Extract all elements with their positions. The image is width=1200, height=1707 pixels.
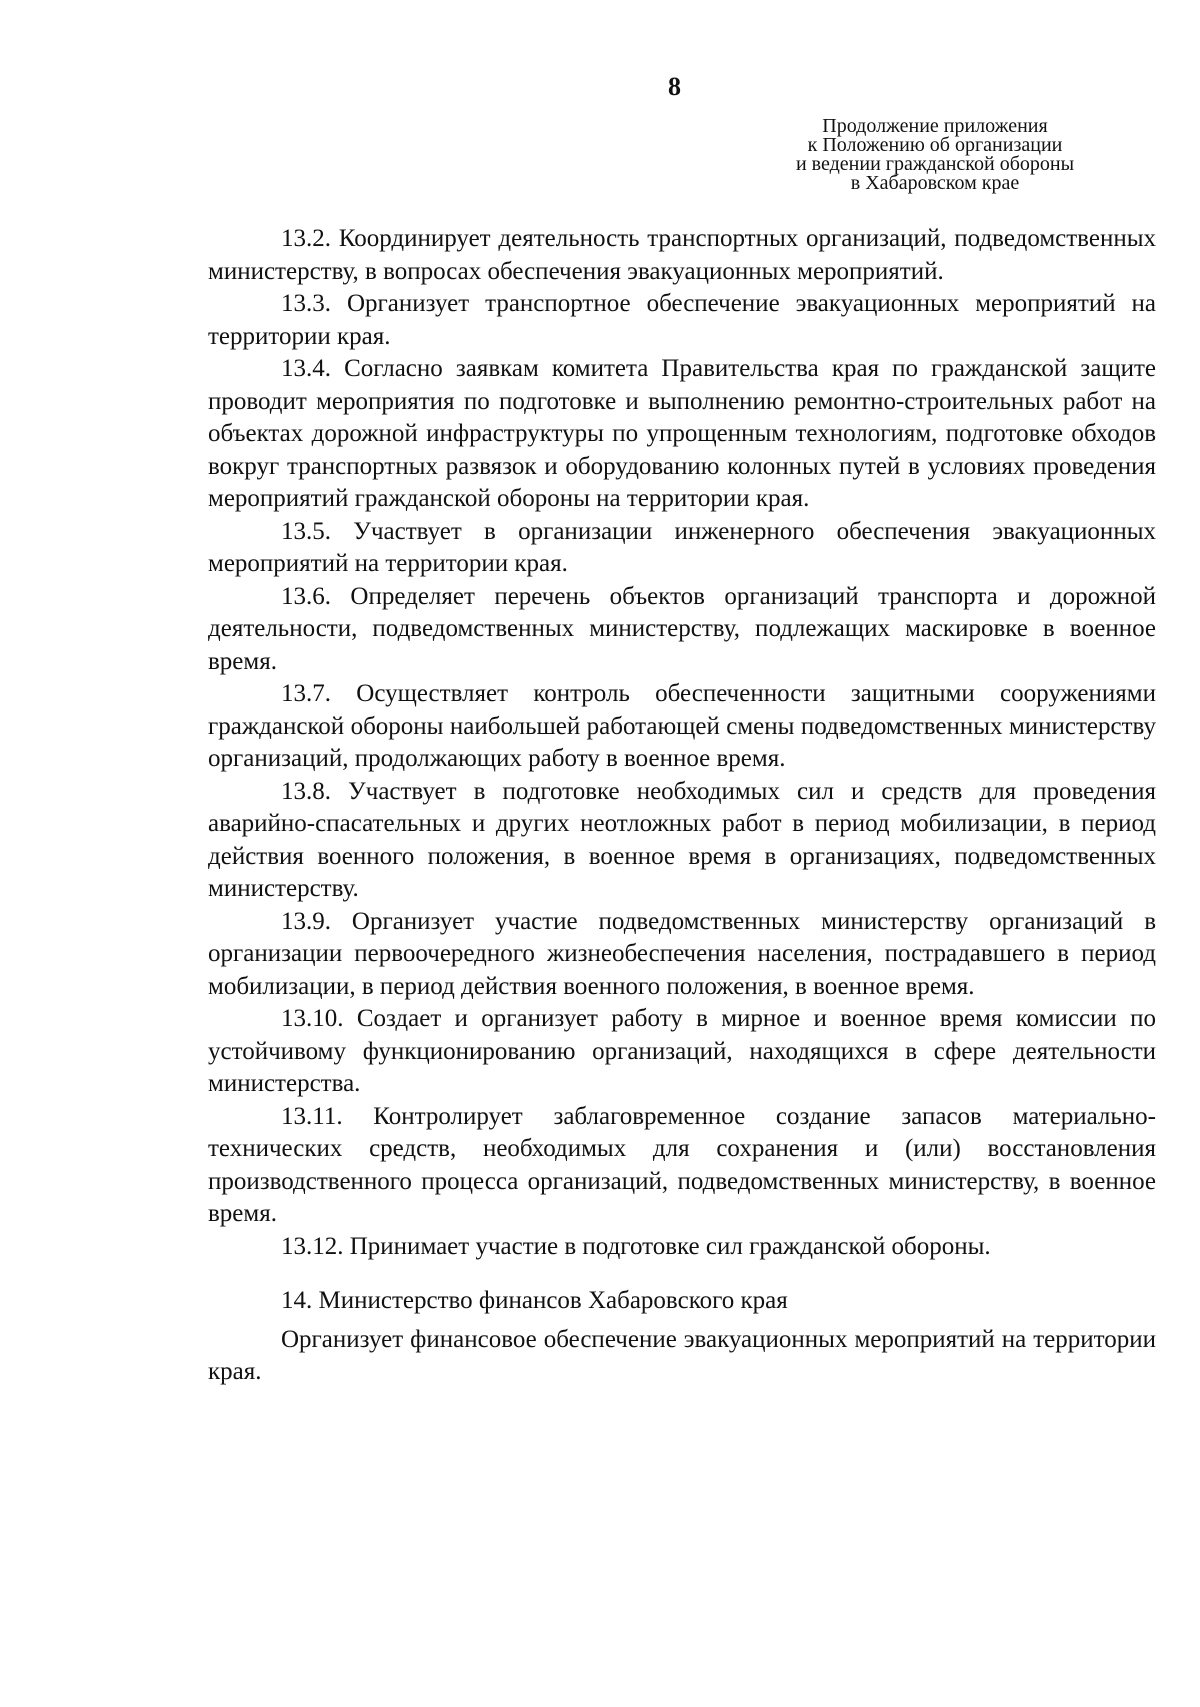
clause-13-9: 13.9. Организует участие подведомственных министерству организаций в организации первоочередного жизнеобеспечения населения, пострадавшего в период мобилизации, в период действия военного положения, в военное время. [208,907,1156,1000]
appendix-header [725,117,1145,193]
clause-13-12: 13.12. Принимает участие в подготовке сил гражданской обороны. [281,1232,991,1260]
clause-13-11: 13.11. Контролирует заблаговременное создание запасов материально-технических средств, необходимых для сохранения и (или) восстановления производственного процесса организаций, подведомственных министерству, в военное время. [208,1102,1156,1227]
document-body [208,223,1156,1389]
appendix-header-line: к Положению об организации [807,134,1063,156]
clause-13-6: 13.6. Определяет перечень объектов организаций транспорта и дорожной деятельности, подведомственных министерству, подлежащих маскировке в военное время. [208,582,1156,675]
appendix-header-line: Продолжение приложения [822,115,1048,137]
clause-13-7: 13.7. Осуществляет контроль обеспеченности защитными сооружениями гражданской обороны наибольшей работающей смены подведомственных министерству организаций, продолжающих работу в военное время. [208,680,1156,772]
page-number: 8 [668,72,681,101]
section-heading: 14. Министерство финансов Хабаровского края [281,1287,788,1314]
appendix-header-line: в Хабаровском крае [850,172,1020,194]
clause-13-5: 13.5. Участвует в организации инженерного обеспечения эвакуационных мероприятий на территории края. [208,517,1156,577]
clause-13-8: 13.8. Участвует в подготовке необходимых сил и средств для проведения аварийно-спасательных и других неотложных работ в период мобилизации, в период действия военного положения, в военное время в организациях, подведомственных министерству. [208,777,1156,902]
section-text: Организует финансовое обеспечение эвакуационных мероприятий на территории края. [208,1325,1156,1385]
clause-13-10: 13.10. Создает и организует работу в мирное и военное время комиссии по устойчивому функционированию организаций, находящихся в сфере деятельности министерства. [208,1005,1156,1097]
clause-13-3: 13.3. Организует транспортное обеспечение эвакуационных мероприятий на территории края. [208,290,1156,350]
clause-13-4: 13.4. Согласно заявкам комитета Правительства края по гражданской защите проводит мероприятия по подготовке и выполнению ремонтно-строительных работ на объектах дорожной инфраструктуры по упрощенным технологиям, подготовке обходов вокруг транспортных развязок и оборудованию колонных путей в условиях проведения мероприятий гражданской обороны на территории края. [208,355,1156,512]
appendix-header-line: и ведении гражданской обороны [795,153,1075,175]
clause-13-2: 13.2. Координирует деятельность транспортных организаций, подведомственных министерству, в вопросах обеспечения эвакуационных мероприятий. [208,225,1156,285]
